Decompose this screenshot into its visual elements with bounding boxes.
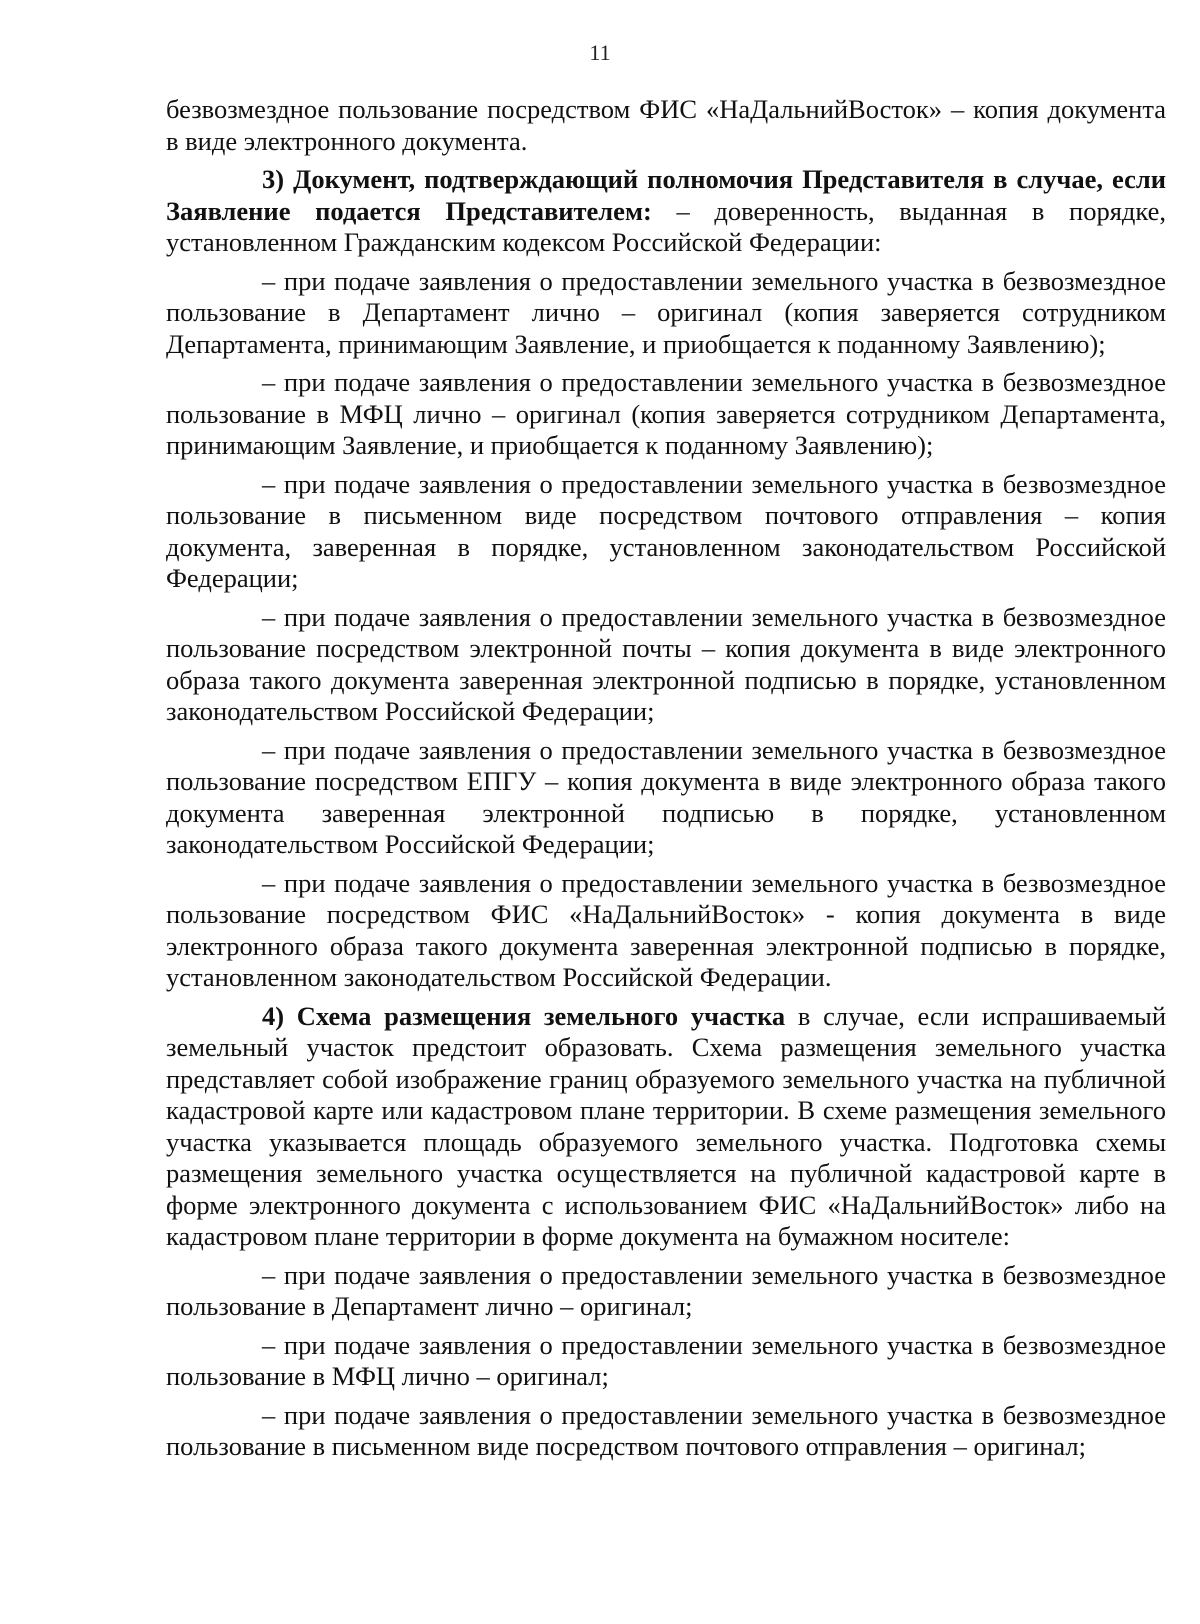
paragraph	[166, 266, 1166, 361]
paragraph	[166, 1260, 1166, 1323]
paragraph-text: – при подаче заявления о предоставлении земельного участка в безвозмездное пользование в письменном виде посредством почтового отправления – оригинал;	[166, 1399, 1166, 1461]
paragraph-text: – при подаче заявления о предоставлении земельного участка в безвозмездное пользование в МФЦ лично – оригинал (копия заверяется сотрудником Департамента, принимающим Заявление, и приобщается к поданному Заявлению);	[166, 367, 1166, 460]
paragraph-text: – при подаче заявления о предоставлении земельного участка в безвозмездное пользование посредством ФИС «НаДальнийВосток» - копия документа в виде электронного образа такого документа заверенная электронной подписью в порядке, установленном законодательством Российской Федерации.	[166, 867, 1166, 992]
page-number: 11	[589, 40, 611, 65]
paragraph	[166, 1400, 1166, 1463]
paragraph-text: – при подаче заявления о предоставлении земельного участка в безвозмездное пользование в Департамент лично – оригинал;	[166, 1259, 1166, 1321]
paragraph-text: – при подаче заявления о предоставлении земельного участка в безвозмездное пользование посредством ЕПГУ – копия документа в виде электронного образа такого документа заверенная электронной подписью в порядке, установленном законодательством Российской Федерации;	[166, 734, 1166, 859]
paragraph-text: в случае, если испрашиваемый земельный участок предстоит образовать. Схема размещения земельного участка представляет собой изображение границ образуемого земельного участка на публичной кадастровой карте или кадастровом плане территории. В схеме размещения земельного участка указывается площадь образуемого земельного участка. Подготовка схемы размещения земельного участка осуществляется на публичной кадастровой карте в форме электронного документа с использованием ФИС «НаДальнийВосток» либо на кадастровом плане территории в форме документа на бумажном носителе:	[166, 1000, 1166, 1251]
paragraph	[166, 94, 1166, 157]
paragraph	[166, 1330, 1166, 1393]
paragraph-text: – доверенность, выданная в порядке, установленном Гражданским кодексом Российской Федерации:	[166, 195, 1166, 257]
paragraph	[166, 367, 1166, 462]
paragraph	[166, 602, 1166, 728]
paragraph-heading: 3) Документ, подтверждающий полномочия Представителя в случае, если Заявление подается Представителем:	[166, 164, 1166, 226]
paragraph-text: безвозмездное пользование посредством ФИС «НаДальнийВосток» – копия документа в виде электронного документа.	[166, 94, 1166, 156]
paragraph-text: – при подаче заявления о предоставлении земельного участка в безвозмездное пользование в письменном виде посредством почтового отправления – копия документа, заверенная в порядке, установленном законодательством Российской Федерации;	[166, 468, 1166, 593]
paragraph-text: – при подаче заявления о предоставлении земельного участка в безвозмездное пользование в Департамент лично – оригинал (копия заверяется сотрудником Департамента, принимающим Заявление, и приобщается к поданному Заявлению);	[166, 265, 1166, 359]
paragraph-heading: 4) Схема размещения земельного участка	[262, 1000, 786, 1031]
paragraph	[166, 868, 1166, 994]
document-body	[166, 94, 1166, 1470]
paragraph	[166, 735, 1166, 861]
paragraph-text: – при подаче заявления о предоставлении земельного участка в безвозмездное пользование посредством электронной почты – копия документа в виде электронного образа такого документа заверенная электронной подписью в порядке, установленном законодательством Российской Федерации;	[166, 601, 1166, 726]
paragraph	[166, 1001, 1166, 1253]
paragraph	[166, 469, 1166, 595]
paragraph-text: – при подаче заявления о предоставлении земельного участка в безвозмездное пользование в МФЦ лично – оригинал;	[166, 1329, 1166, 1391]
paragraph	[166, 164, 1166, 259]
